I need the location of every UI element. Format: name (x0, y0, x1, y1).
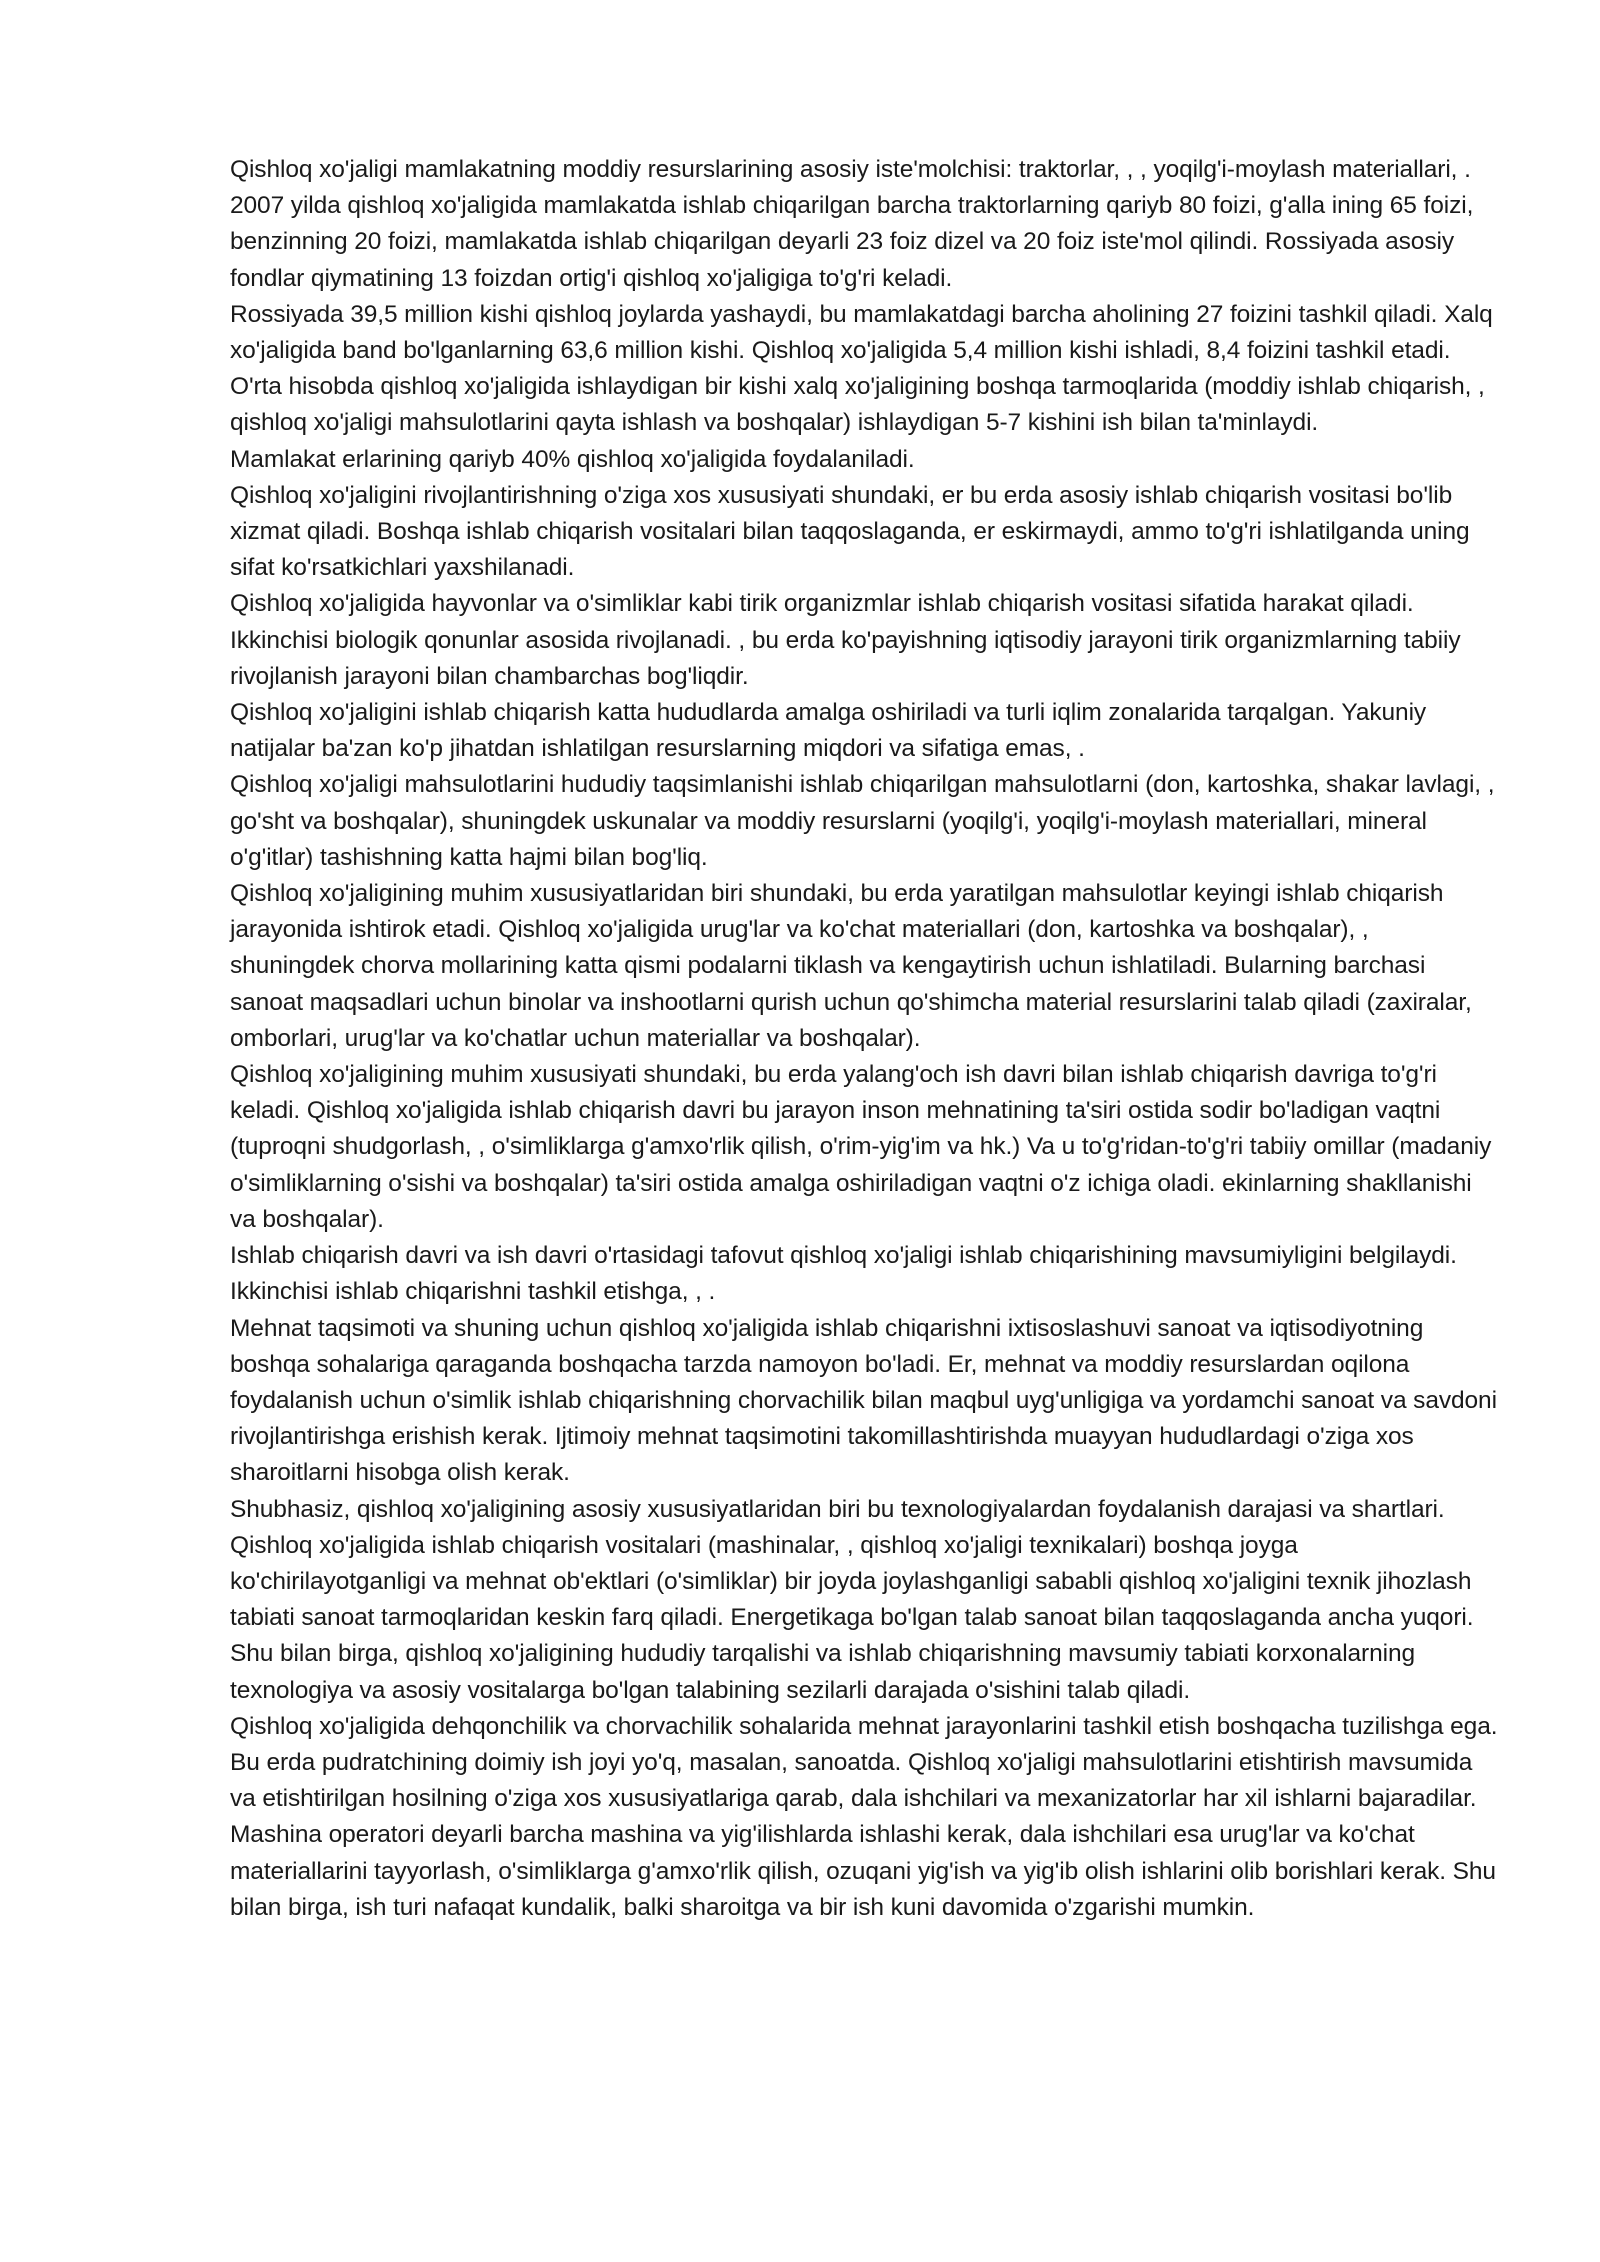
paragraph-3: Mamlakat erlarining qariyb 40% qishloq xo'jaligida foydalaniladi. (230, 445, 915, 473)
paragraph-10: Ishlab chiqarish davri va ish davri o'rtasidagi tafovut qishloq xo'jaligi ishlab chiqarishining mavsumiyligini belgilaydi. Ikkinchisi ishlab chiqarishni tashkil etishga, , . (230, 1242, 1457, 1306)
paragraph-11: Mehnat taqsimoti va shuning uchun qishloq xo'jaligida ishlab chiqarishni ixtisoslashuvi sanoat va iqtisodiyotning boshqa sohalariga qaraganda boshqacha tarzda namoyon bo'ladi. Er, mehnat va moddiy resurslardan oqilona foydalanish uchun o'simlik ishlab chiqarishning chorvachilik bilan maqbul uyg'unligiga va yordamchi sanoat va savdoni rivojlantirishga erishish kerak. Ijtimoiy mehnat taqsimotini takomillashtirishda muayyan hududlardagi o'ziga xos sharoitlarni hisobga olish kerak. (230, 1314, 1497, 1487)
document-body (230, 152, 1498, 1926)
paragraph-13: Qishloq xo'jaligida dehqonchilik va chorvachilik sohalarida mehnat jarayonlarini tashkil etish boshqacha tuzilishga ega. Bu erda pudratchining doimiy ish joyi yo'q, masalan, sanoatda. Qishloq xo'jaligi mahsulotlarini etishtirish mavsumida va etishtirilgan hosilning o'ziga xos xususiyatlariga qarab, dala ishchilari va mexanizatorlar har xil ishlarni bajaradilar. Mashina operatori deyarli barcha mashina va yig'ilishlarda ishlashi kerak, dala ishchilari esa urug'lar va ko'chat materiallarini tayyorlash, o'simliklarga g'amxo'rlik qilish, ozuqani yig'ish va yig'ib olish ishlarini olib borishlari kerak. Shu bilan birga, ish turi nafaqat kundalik, balki sharoitga va bir ish kuni davomida o'zgarishi mumkin. (230, 1712, 1498, 1921)
paragraph-9: Qishloq xo'jaligining muhim xususiyati shundaki, bu erda yalang'och ish davri bilan ishlab chiqarish davriga to'g'ri keladi. Qishloq xo'jaligida ishlab chiqarish davri bu jarayon inson mehnatining ta'siri ostida sodir bo'ladigan vaqtni (tuproqni shudgorlash, , o'simliklarga g'amxo'rlik qilish, o'rim-yig'im va hk.) Va u to'g'ridan-to'g'ri tabiiy omillar (madaniy o'simliklarning o'sishi va boshqalar) ta'siri ostida amalga oshiriladigan vaqtni o'z ichiga oladi. ekinlarning shakllanishi va boshqalar). (230, 1061, 1492, 1233)
paragraph-4: Qishloq xo'jaligini rivojlantirishning o'ziga xos xususiyati shundaki, er bu erda asosiy ishlab chiqarish vositasi bo'lib xizmat qiladi. Boshqa ishlab chiqarish vositalari bilan taqqoslaganda, er eskirmaydi, ammo to'g'ri ishlatilganda uning sifat ko'rsatkichlari yaxshilanadi. (230, 481, 1470, 582)
paragraph-2: Rossiyada 39,5 million kishi qishloq joylarda yashaydi, bu mamlakatdagi barcha aholining 27 foizini tashkil qiladi. Xalq xo'jaligida band bo'lganlarning 63,6 million kishi. Qishloq xo'jaligida 5,4 million kishi ishladi, 8,4 foizini tashkil etadi. O'rta hisobda qishloq xo'jaligida ishlaydigan bir kishi xalq xo'jaligining boshqa tarmoqlarida (moddiy ishlab chiqarish, , qishloq xo'jaligi mahsulotlarini qayta ishlash va boshqalar) ishlaydigan 5-7 kishini ish bilan ta'minlaydi. (230, 300, 1493, 437)
paragraph-8: Qishloq xo'jaligining muhim xususiyatlaridan biri shundaki, bu erda yaratilgan mahsulotlar keyingi ishlab chiqarish jarayonida ishtirok etadi. Qishloq xo'jaligida urug'lar va ko'chat materiallari (don, kartoshka va boshqalar), , shuningdek chorva mollarining katta qismi podalarni tiklash va kengaytirish uchun ishlatiladi. Bularning barchasi sanoat maqsadlari uchun binolar va inshootlarni qurish uchun qo'shimcha material resurslarini talab qiladi (zaxiralar, omborlari, urug'lar va ko'chatlar uchun materiallar va boshqalar). (230, 880, 1472, 1052)
paragraph-6: Qishloq xo'jaligini ishlab chiqarish katta hududlarda amalga oshiriladi va turli iqlim zonalarida tarqalgan. Yakuniy natijalar ba'zan ko'p jihatdan ishlatilgan resurslarning miqdori va sifatiga emas, . (230, 699, 1427, 763)
paragraph-1: Qishloq xo'jaligi mamlakatning moddiy resurslarining asosiy iste'molchisi: traktorlar, , , yoqilg'i-moylash materiallari, . 2007 yilda qishloq xo'jaligida mamlakatda ishlab chiqarilgan barcha traktorlarning qariyb 80 foizi, g'alla ining 65 foizi, benzinning 20 foizi, mamlakatda ishlab chiqarilgan deyarli 23 foiz dizel va 20 foiz iste'mol qilindi. Rossiyada asosiy fondlar qiymatining 13 foizdan ortig'i qishloq xo'jaligiga to'g'ri keladi. (230, 156, 1474, 292)
paragraph-12: Shubhasiz, qishloq xo'jaligining asosiy xususiyatlaridan biri bu texnologiyalardan foydalanish darajasi va shartlari. Qishloq xo'jaligida ishlab chiqarish vositalari (mashinalar, , qishloq xo'jaligi texnikalari) boshqa joyga ko'chirilayotganligi va mehnat ob'ektlari (o'simliklar) bir joyda joylashganligi sababli qishloq xo'jaligini texnik jihozlash tabiati sanoat tarmoqlaridan keskin farq qiladi. Energetikaga bo'lgan talab sanoat bilan taqqoslaganda ancha yuqori. Shu bilan birga, qishloq xo'jaligining hududiy tarqalishi va ishlab chiqarishning mavsumiy tabiati korxonalarning texnologiya va asosiy vositalarga bo'lgan talabining sezilarli darajada o'sishini talab qiladi. (230, 1495, 1474, 1704)
paragraph-5: Qishloq xo'jaligida hayvonlar va o'simliklar kabi tirik organizmlar ishlab chiqarish vositasi sifatida harakat qiladi. Ikkinchisi biologik qonunlar asosida rivojlanadi. , bu erda ko'payishning iqtisodiy jarayoni tirik organizmlarning tabiiy rivojlanish jarayoni bilan chambarchas bog'liqdir. (230, 590, 1461, 690)
paragraph-7: Qishloq xo'jaligi mahsulotlarini hududiy taqsimlanishi ishlab chiqarilgan mahsulotlarni (don, kartoshka, shakar lavlagi, , go'sht va boshqalar), shuningdek uskunalar va moddiy resurslarni (yoqilg'i, yoqilg'i-moylash materiallari, mineral o'g'itlar) tashishning katta hajmi bilan bog'liq. (230, 771, 1495, 871)
